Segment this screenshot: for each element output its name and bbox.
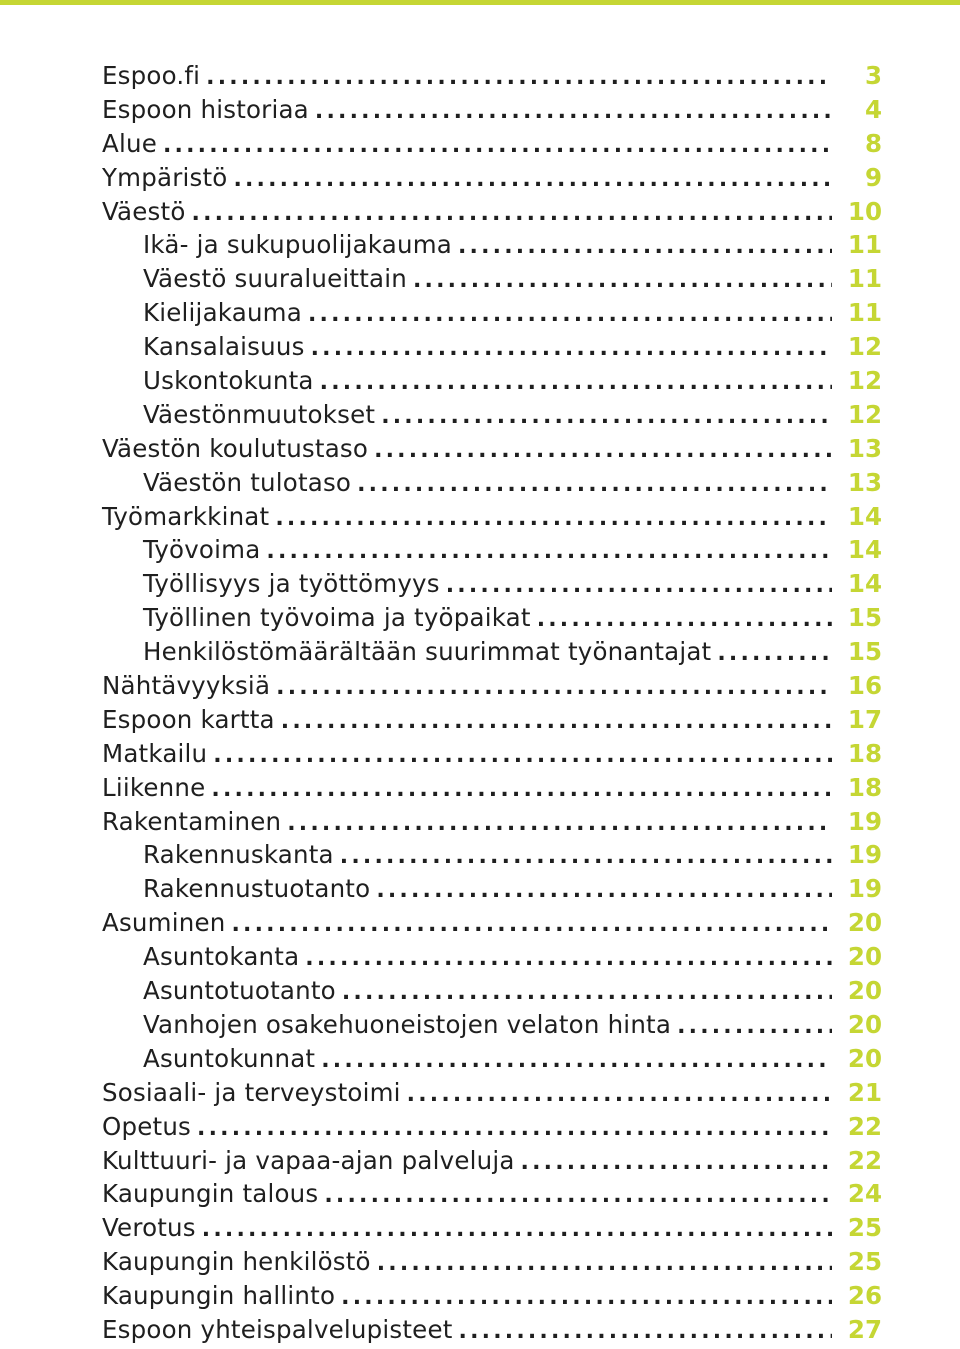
toc-entry-title: Väestönmuutokset [143,399,376,429]
dot-leader [320,366,832,400]
toc-entry-page-number: 15 [847,603,882,633]
toc-entry-title: Espoon yhteispalvelupisteet [102,1314,453,1344]
toc-entry-page-number: 20 [847,942,882,972]
toc-entry[interactable] [102,872,882,906]
toc-entry-title: Uskontokunta [143,366,314,396]
toc-entry[interactable] [102,500,882,534]
toc-entry-page-number: 16 [847,671,882,701]
toc-entry[interactable] [102,1245,882,1279]
toc-entry-page-number: 20 [847,908,882,938]
toc-entry[interactable] [102,974,882,1008]
dot-leader [342,976,832,1010]
toc-entry[interactable] [102,228,882,262]
toc-entry-title: Liikenne [102,772,206,802]
toc-entry-page-number: 20 [847,1043,882,1073]
toc-entry[interactable] [102,703,882,737]
toc-entry[interactable] [102,1042,882,1076]
toc-entry-title: Matkailu [102,738,208,768]
toc-entry-page-number: 12 [847,332,882,362]
toc-entry[interactable] [102,1177,882,1211]
toc-entry-title: Asuntokunnat [143,1043,316,1073]
toc-entry-page-number: 20 [847,1009,882,1039]
toc-entry-title: Kaupungin hallinto [102,1281,336,1311]
toc-entry[interactable] [102,669,882,703]
toc-entry-title: Henkilöstömäärältään suurimmat työnantajat [143,637,712,667]
dot-leader [381,400,832,434]
toc-entry-title: Kulttuuri- ja vapaa-ajan palveluja [102,1145,515,1175]
dot-leader [231,908,832,942]
dot-leader [163,129,832,163]
toc-entry[interactable] [102,838,882,872]
dot-leader [374,434,832,468]
dot-leader [281,705,832,739]
dot-leader [459,1315,832,1349]
dot-leader [305,942,832,976]
toc-entry-title: Ympäristö [102,162,228,192]
dot-leader [308,298,832,332]
toc-entry-page-number: 13 [847,433,882,463]
toc-entry[interactable] [102,1313,882,1347]
dot-leader [376,874,832,908]
toc-entry-title: Sosiaali- ja terveystoimi [102,1077,401,1107]
toc-entry[interactable] [102,1211,882,1245]
toc-entry-page-number: 24 [847,1179,882,1209]
toc-entry-page-number: 14 [847,569,882,599]
toc-entry-page-number: 26 [847,1281,882,1311]
toc-entry-title: Asuntokanta [143,942,300,972]
toc-entry-page-number: 25 [847,1247,882,1277]
toc-entry-page-number: 9 [864,162,882,192]
toc-entry-title: Espoon kartta [102,704,275,734]
toc-entry-title: Espoon historiaa [102,94,309,124]
toc-entry[interactable] [102,940,882,974]
dot-leader [266,535,832,569]
toc-entry[interactable] [102,398,882,432]
toc-entry[interactable] [102,262,882,296]
dot-leader [413,264,832,298]
toc-entry-page-number: 11 [847,264,882,294]
toc-entry-title: Työllinen työvoima ja työpaikat [143,603,531,633]
toc-entry-title: Ikä- ja sukupuolijakauma [143,230,452,260]
top-accent-rule [0,0,960,5]
toc-entry-page-number: 3 [864,61,882,90]
dot-leader [377,1247,832,1281]
dot-leader [211,773,832,807]
dot-leader [321,1044,832,1078]
dot-leader [202,1213,832,1247]
toc-entry[interactable] [102,432,882,466]
toc-entry[interactable] [102,195,882,229]
dot-leader [458,230,832,264]
toc-entry-page-number: 18 [847,738,882,768]
toc-entry-page-number: 22 [847,1111,882,1141]
toc-entry-title: Työmarkkinat [102,501,270,531]
toc-entry[interactable] [102,161,882,195]
toc-entry-page-number: 12 [847,399,882,429]
toc-entry[interactable] [102,1144,882,1178]
dot-leader [206,61,832,95]
dot-leader [537,603,832,637]
toc-entry-title: Väestö suuralueittain [143,264,407,294]
dot-leader [324,1179,832,1213]
toc-entry-page-number: 20 [847,976,882,1006]
toc-entry-title: Espoo.fi [102,61,201,90]
table-of-contents [102,59,882,1347]
dot-leader [677,1010,832,1044]
toc-entry[interactable] [102,59,882,93]
toc-entry-title: Väestö [102,196,186,226]
toc-entry[interactable] [102,296,882,330]
toc-entry-title: Verotus [102,1213,196,1243]
toc-entry-page-number: 27 [847,1314,882,1344]
toc-entry[interactable] [102,771,882,805]
toc-entry[interactable] [102,330,882,364]
dot-leader [521,1146,832,1180]
toc-entry-page-number: 10 [847,196,882,226]
toc-entry-title: Kaupungin talous [102,1179,319,1209]
toc-entry[interactable] [102,533,882,567]
toc-entry-title: Väestön tulotaso [143,467,352,497]
toc-entry-title: Väestön koulutustaso [102,433,369,463]
toc-entry-page-number: 8 [864,128,882,158]
toc-entry-page-number: 19 [847,874,882,904]
toc-entry-title: Työvoima [143,535,261,565]
toc-entry-title: Vanhojen osakehuoneistojen velaton hinta [143,1009,672,1039]
toc-entry-page-number: 4 [864,94,882,124]
toc-entry[interactable] [102,364,882,398]
toc-entry[interactable] [102,466,882,500]
toc-entry-page-number: 19 [847,806,882,836]
toc-entry-page-number: 21 [847,1077,882,1107]
dot-leader [315,95,832,129]
dot-leader [192,197,832,231]
toc-entry[interactable] [102,635,882,669]
toc-entry-title: Rakennuskanta [143,840,334,870]
dot-leader [275,502,832,536]
toc-entry-title: Asuminen [102,908,226,938]
toc-entry-page-number: 13 [847,467,882,497]
toc-entry[interactable] [102,1110,882,1144]
toc-entry-page-number: 18 [847,772,882,802]
dot-leader [276,671,832,705]
toc-entry[interactable] [102,601,882,635]
toc-entry-page-number: 22 [847,1145,882,1175]
toc-entry-title: Opetus [102,1111,192,1141]
toc-entry-page-number: 15 [847,637,882,667]
toc-entry[interactable] [102,1008,882,1042]
toc-entry-page-number: 25 [847,1213,882,1243]
toc-entry[interactable] [102,737,882,771]
toc-entry-title: Kaupungin henkilöstö [102,1247,371,1277]
dot-leader [233,163,832,197]
dot-leader [311,332,832,366]
dot-leader [341,1281,832,1315]
toc-entry-page-number: 11 [847,298,882,328]
toc-entry[interactable] [102,1279,882,1313]
dot-leader [340,840,832,874]
toc-entry-title: Kansalaisuus [143,332,305,362]
toc-entry[interactable] [102,1076,882,1110]
toc-entry[interactable] [102,906,882,940]
dot-leader [287,807,832,841]
toc-entry-title: Rakennustuotanto [143,874,371,904]
toc-entry[interactable] [102,567,882,601]
toc-entry-page-number: 14 [847,535,882,565]
dot-leader [407,1078,832,1112]
toc-entry-title: Kielijakauma [143,298,302,328]
toc-entry-title: Alue [102,128,157,158]
toc-entry-title: Työllisyys ja työttömyys [143,569,440,599]
toc-entry-page-number: 17 [847,704,882,734]
dot-leader [446,569,832,603]
toc-entry-title: Nähtävyyksiä [102,671,271,701]
toc-entry-page-number: 14 [847,501,882,531]
toc-entry[interactable] [102,127,882,161]
dot-leader [197,1112,832,1146]
toc-entry-page-number: 19 [847,840,882,870]
toc-entry[interactable] [102,93,882,127]
toc-entry-page-number: 11 [847,230,882,260]
toc-entry-title: Rakentaminen [102,806,282,836]
toc-entry-page-number: 12 [847,366,882,396]
dot-leader [717,637,832,671]
dot-leader [213,739,832,773]
dot-leader [357,468,832,502]
toc-entry[interactable] [102,805,882,839]
toc-entry-title: Asuntotuotanto [143,976,336,1006]
